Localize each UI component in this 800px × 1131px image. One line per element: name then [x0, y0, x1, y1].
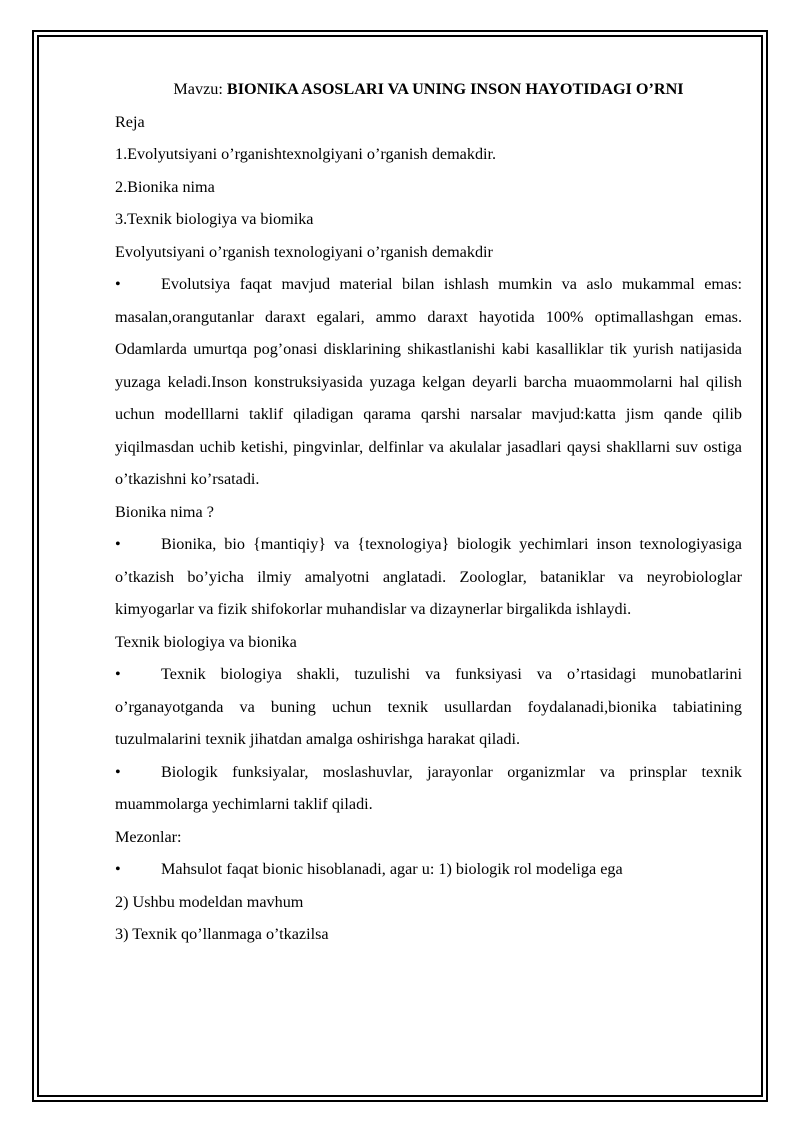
section-heading-texnik: Texnik biologiya va bionika — [115, 632, 297, 651]
criteria-line-2: 2) Ushbu modeldan mavhum — [115, 892, 304, 911]
title-prefix: Mavzu: — [173, 80, 227, 98]
paragraph-text: Evolutsiya faqat mavjud material bilan ishlash mumkin va aslo mukammal emas: masalan,orangutanlar daraxt egalari, ammo daraxt hayotida 100% optimallashgan emas. Odamlarda umurtqa pog’onasi disklarining shikastlanishi kabi kasalliklar tik yurish natijasida yuzaga keladi.Inson konstruksiyasida yuzaga kelgan deyarli barcha muaommolarni hal qilish uchun modelllarni taklif qiladigan qarama qarshi narsalar mavjud:katta jism qande qilib yiqilmasdan uchib ketishi, pingvinlar, delfinlar va akulalar jasadlari qaysi shakllarni suv ostiga o’tkazishni ko’rsatadi. — [115, 275, 742, 488]
plan-item-1: 1.Evolyutsiyani o’rganishtexnolgiyani o’rganish demakdir. — [115, 145, 497, 163]
bullet-paragraph-texnik-1 — [115, 658, 742, 756]
bullet-paragraph-mezonlar — [115, 853, 742, 886]
criteria-line-3: 3) Texnik qo’llanmaga o’tkazilsa — [115, 925, 329, 943]
paragraph-text: Bionika, bio {mantiqiy} va {texnologiya} biologik yechimlari inson texnologiyasiga o’tkazish bo’yicha ilmiy amalyotni anglatadi. Zoologlar, bataniklar va neyrobiologlar kimyogarlar va fizik shifokorlar muhandislar va dizaynerlar birgalikda ishlaydi. — [115, 535, 742, 618]
plan-item-3: 3.Texnik biologiya va biomika — [115, 210, 314, 228]
section-heading-mezonlar: Mezonlar: — [115, 827, 182, 846]
bullet-icon: • — [115, 860, 121, 878]
title-bold: BIONIKA ASOSLARI VA UNING INSON HAYOTIDAGI O’RNI — [226, 80, 684, 98]
paragraph-text: Biologik funksiyalar, moslashuvlar, jarayonlar organizmlar va prinsplar texnik muammolarga yechimlarni taklif qiladi. — [115, 762, 742, 813]
document-body — [115, 73, 742, 951]
section-heading-bionika: Bionika nima ? — [115, 502, 214, 521]
bullet-paragraph-evolution — [115, 268, 742, 496]
bullet-paragraph-bionika — [115, 528, 742, 626]
section-heading-evolution: Evolyutsiyani o’rganish texnologiyani o’rganish demakdir — [115, 242, 493, 261]
bullet-paragraph-texnik-2 — [115, 756, 742, 821]
bullet-icon: • — [115, 665, 121, 683]
paragraph-text: Mahsulot faqat bionic hisoblanadi, agar u: 1) biologik rol modeliga ega — [161, 860, 623, 878]
bullet-icon: • — [115, 762, 121, 781]
bullet-icon: • — [115, 535, 121, 553]
bullet-icon: • — [115, 275, 121, 293]
plan-heading: Reja — [115, 112, 145, 131]
paragraph-text: Texnik biologiya shakli, tuzulishi va funksiyasi va o’rtasidagi munobatlarini o’rganayotganda va buning uchun texnik usullardan foydalanadi,bionika tabiatining tuzulmalarini texnik jihatdan amalga oshirishga harakat qiladi. — [115, 665, 742, 748]
document-title — [115, 73, 742, 106]
plan-item-2: 2.Bionika nima — [115, 177, 215, 196]
